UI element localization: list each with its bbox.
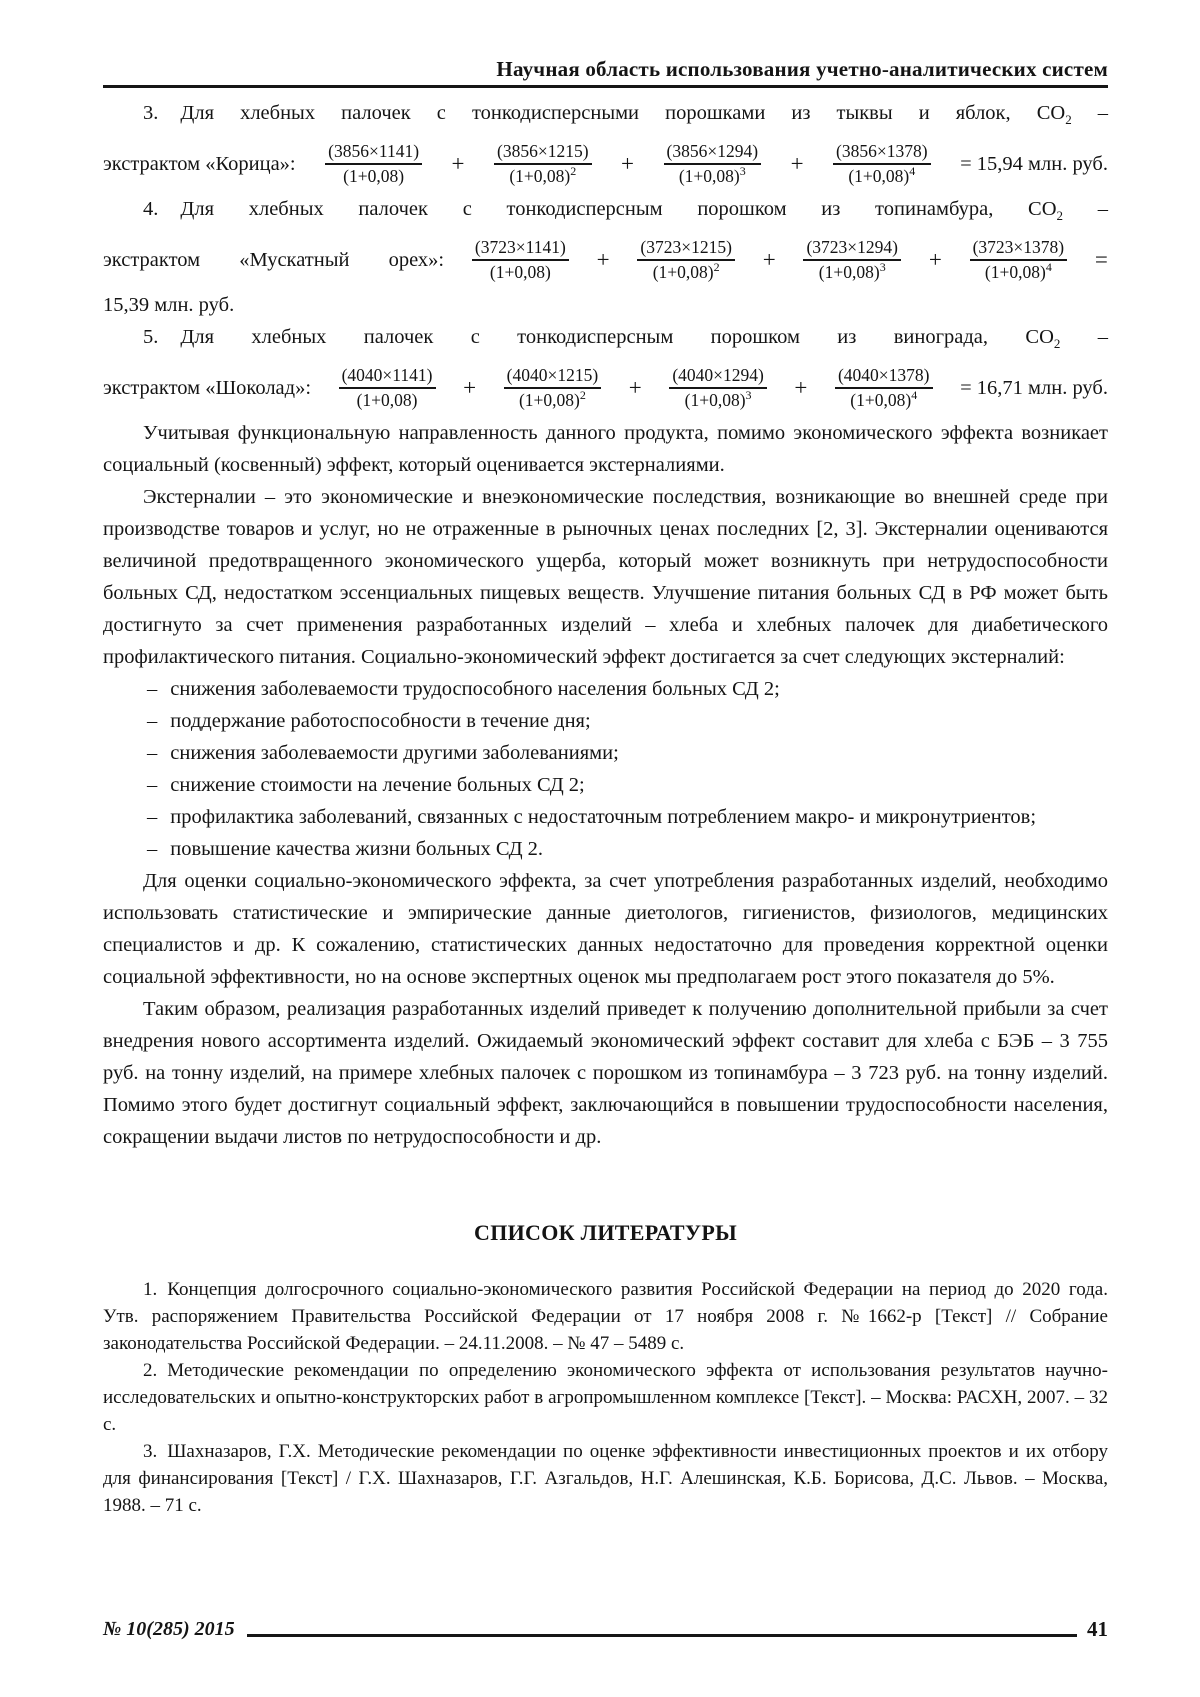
list-number: 4. — [143, 198, 159, 221]
equation-5-intro — [103, 321, 1108, 360]
fraction-numerator: (4040×1294) — [669, 365, 767, 389]
fraction-denominator: $(1+0,08)^2$ — [518, 388, 586, 411]
formula-3-label: экстрактом «Корица»: — [103, 152, 296, 175]
fraction — [803, 237, 901, 284]
co2-subscript: 2 — [1065, 112, 1072, 128]
exponent: 2 — [570, 164, 577, 179]
plus-operator: + — [596, 247, 610, 273]
formula-5-result: = 16,71 млн. руб. — [960, 376, 1108, 399]
article-body — [103, 97, 1108, 1153]
exponent: 3 — [879, 260, 886, 275]
fraction-denominator: $(1+0,08)^4$ — [848, 164, 916, 187]
bibliography-number: 3. — [143, 1440, 158, 1462]
plus-operator: + — [628, 375, 642, 401]
bullet-text: снижения заболеваемости другими заболеваниями; — [170, 742, 619, 765]
fraction-numerator: (3723×1294) — [803, 237, 901, 261]
fraction-numerator: (3856×1141) — [325, 141, 422, 165]
bullet-item — [103, 673, 1108, 705]
fraction-numerator: (3723×1215) — [637, 237, 735, 261]
plus-operator: + — [928, 247, 942, 273]
bibliography-number: 2. — [143, 1359, 158, 1381]
fraction — [669, 365, 767, 412]
fraction-denominator: (1+0,08) — [356, 390, 418, 411]
fraction-denominator: $(1+0,08)^4$ — [984, 260, 1052, 283]
equation-5-intro-text: Для хлебных палочек с тонкодисперсным порошком из винограда, СО — [180, 326, 1054, 349]
fraction-numerator: (3856×1378) — [833, 141, 931, 165]
paragraph-social-effect-evaluation: Для оценки социально-экономического эффекта, за счет употребления разработанных изделий, необходимо использовать статистические и эмпирические данные диетологов, гигиенистов, физиологов, медицинских специалистов и др. К сожалению, статистических данных недостаточно для проведения корректной оценки социальной эффективности, но на основе экспертных оценок мы предполагаем рост этого показателя до 5%. — [103, 870, 1108, 989]
exponent: 3 — [745, 388, 752, 403]
plus-operator: + — [794, 375, 808, 401]
fraction — [494, 141, 592, 188]
co2-subscript: 2 — [1056, 208, 1064, 224]
fraction-denominator: $(1+0,08)^4$ — [850, 388, 918, 411]
fraction-numerator: (4040×1141) — [339, 365, 436, 389]
dash-suffix: – — [1060, 326, 1108, 349]
plus-operator: + — [451, 151, 465, 177]
fraction — [472, 237, 569, 284]
exponent: 4 — [909, 164, 916, 179]
exponent: 3 — [739, 164, 746, 179]
fraction-numerator: (3856×1294) — [664, 141, 762, 165]
bullet-item — [103, 705, 1108, 737]
plus-operator: + — [762, 247, 776, 273]
fraction-numerator: (3723×1141) — [472, 237, 569, 261]
fraction-numerator: (4040×1378) — [835, 365, 933, 389]
running-header — [103, 56, 1108, 88]
footer-rule — [247, 1633, 1077, 1637]
bibliography-heading: СПИСОК ЛИТЕРАТУРЫ — [474, 1219, 737, 1245]
formula-3-result: = 15,94 млн. руб. — [960, 152, 1108, 175]
formula-5 — [103, 363, 1108, 413]
fraction — [637, 237, 735, 284]
co2-subscript: 2 — [1053, 336, 1061, 352]
equation-3-intro — [103, 97, 1108, 136]
bullet-dash: – — [147, 678, 158, 701]
bullet-dash: – — [147, 710, 158, 733]
fraction-denominator: $(1+0,08)^3$ — [678, 164, 746, 187]
running-header-title: Научная область использования учетно-аналитических систем — [496, 57, 1108, 81]
bullet-dash: – — [147, 742, 158, 765]
list-number: 3. — [143, 102, 159, 124]
bibliography-text: Методические рекомендации по определению экономического эффекта от использования результатов научно-исследовательских и опытно-конструкторских работ в агропромышленном комплексе [Текст]. – Москва: РАСХН, 2007. – 32 с. — [103, 1359, 1108, 1435]
bibliography-item — [103, 1357, 1108, 1438]
fraction — [835, 365, 933, 412]
bullet-text: повышение качества жизни больных СД 2. — [170, 838, 544, 861]
fraction — [504, 365, 602, 412]
formula-4 — [103, 235, 1108, 285]
fraction-denominator: $(1+0,08)^3$ — [818, 260, 886, 283]
fraction-denominator: (1+0,08) — [489, 262, 551, 283]
plus-operator: + — [463, 375, 477, 401]
bullet-item — [103, 833, 1108, 865]
bullet-item — [103, 769, 1108, 801]
dash-suffix: – — [1063, 198, 1108, 221]
exponent: 4 — [911, 388, 918, 403]
equation-item-4 — [103, 193, 1108, 321]
formula-5-label: экстрактом «Шоколад»: — [103, 376, 312, 399]
bibliography-section — [103, 1220, 1108, 1519]
vertical-spacer — [103, 1519, 1108, 1617]
equation-item-5 — [103, 321, 1108, 413]
bullet-dash: – — [147, 774, 158, 797]
bullet-text: профилактика заболеваний, связанных с недостаточным потреблением макро- и микронутриентов; — [170, 806, 1037, 829]
journal-issue-label: № 10(285) 2015 — [103, 1618, 235, 1640]
fraction-denominator: (1+0,08) — [343, 166, 405, 187]
fraction-numerator: (4040×1215) — [504, 365, 602, 389]
fraction — [970, 237, 1068, 284]
fraction — [833, 141, 931, 188]
page-number: 41 — [1087, 1617, 1108, 1641]
bibliography-item — [103, 1276, 1108, 1357]
fraction — [325, 141, 422, 188]
bullet-item — [103, 737, 1108, 769]
formula-3 — [103, 139, 1108, 189]
equation-item-3 — [103, 97, 1108, 189]
list-number: 5. — [143, 326, 159, 349]
exponent: 2 — [579, 388, 586, 403]
fraction-denominator: $(1+0,08)^2$ — [652, 260, 720, 283]
fraction-denominator: $(1+0,08)^2$ — [509, 164, 577, 187]
bullet-text: поддержание работоспособности в течение дня; — [170, 710, 591, 733]
bullet-dash: – — [147, 838, 158, 861]
equals-operator: = — [1094, 247, 1108, 273]
bibliography-number: 1. — [143, 1278, 158, 1300]
formula-4-label: экстрактом «Мускатный орех»: — [103, 248, 445, 271]
exponent: 2 — [713, 260, 720, 275]
equation-4-intro-text: Для хлебных палочек с тонкодисперсным порошком из топинамбура, СО — [180, 198, 1057, 221]
bibliography-item — [103, 1438, 1108, 1519]
equation-4-intro — [103, 193, 1108, 232]
fraction — [339, 365, 436, 412]
page-footer — [103, 1617, 1108, 1641]
bullet-item — [103, 801, 1108, 833]
fraction-denominator: $(1+0,08)^3$ — [684, 388, 752, 411]
plus-operator: + — [790, 151, 804, 177]
paragraph-externalities-intro: Учитывая функциональную направленность данного продукта, помимо экономического эффекта возникает социальный (косвенный) эффект, который оценивается экстерналиями. — [103, 422, 1108, 477]
paragraph-externalities-definition: Экстерналии – это экономические и внеэкономические последствия, возникающие во внешней среде при производстве товаров и услуг, но не отраженные в рыночных ценах последних [2, 3]. Экстерналии оцениваются величиной предотвращенного экономического ущерба, который может возникнуть при нетрудоспособности больных СД, недостатком эссенциальных пищевых веществ. Улучшение питания больных СД в РФ может быть достигнуто за счет применения разработанных изделий – хлеба и хлебных палочек для диабетического профилактического питания. Социально-экономический эффект достигается за счет следующих экстерналий: — [103, 486, 1108, 669]
bullet-dash: – — [147, 806, 158, 829]
plus-operator: + — [621, 151, 635, 177]
paragraph-conclusion: Таким образом, реализация разработанных изделий приведет к получению дополнительной прибыли за счет внедрения нового ассортимента изделий. Ожидаемый экономический эффект составит для хлеба с БЭБ – 3 755 руб. на тонну изделий, на примере хлебных палочек с порошком из топинамбура – 3 723 руб. на тонну изделий. Помимо этого будет достигнут социальный эффект, заключающийся в повышении трудоспособности населения, сокращении выдачи листов по нетрудоспособности и др. — [103, 998, 1108, 1149]
formula-4-result: 15,39 млн. руб. — [103, 294, 235, 317]
dash-suffix: – — [1071, 102, 1108, 124]
fraction — [664, 141, 762, 188]
exponent: 4 — [1045, 260, 1052, 275]
bibliography-text: Концепция долгосрочного социально-экономического развития Российской Федерации на период до 2020 года. Утв. распоряжением Правительства Российской Федерации от 17 ноября 2008 г. №1662-р [Текст] // Собрание законодательства Российской Федерации. – 24.11.2008. – № 47 – 5489 с. — [103, 1278, 1108, 1354]
vertical-spacer — [103, 1153, 1108, 1220]
bullet-text: снижения заболеваемости трудоспособного населения больных СД 2; — [170, 678, 780, 701]
bibliography-text: Шахназаров, Г.Х. Методические рекомендации по оценке эффективности инвестиционных проектов и их отбору для финансирования [Текст] / Г.Х. Шахназаров, Г.Г. Азгальдов, Н.Г. Алешинская, К.Б. Борисова, Д.С. Львов. – Москва, 1988. – 71 с. — [103, 1440, 1108, 1516]
fraction-numerator: (3723×1378) — [970, 237, 1068, 261]
fraction-numerator: (3856×1215) — [494, 141, 592, 165]
bullet-text: снижение стоимости на лечение больных СД 2; — [170, 774, 585, 797]
equation-3-intro-text: Для хлебных палочек с тонкодисперсными порошками из тыквы и яблок, СО — [180, 102, 1066, 124]
